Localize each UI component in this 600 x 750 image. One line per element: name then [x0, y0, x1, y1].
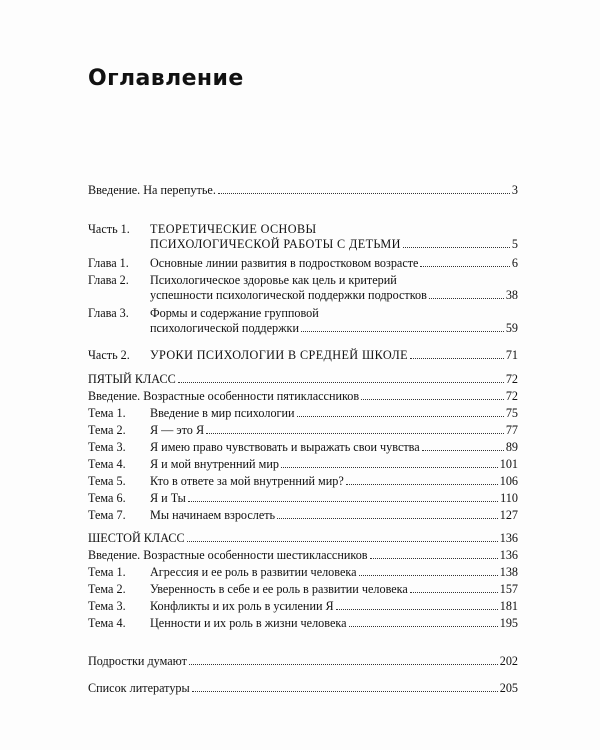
- page-number: 75: [505, 406, 518, 420]
- leader-dots: [346, 474, 498, 485]
- page-number: 72: [505, 389, 518, 403]
- page-title: Оглавление: [88, 66, 244, 91]
- page-number: 181: [499, 599, 518, 613]
- leader-dots: [301, 321, 504, 332]
- leader-dots: [403, 237, 510, 248]
- leader-dots: [429, 288, 504, 299]
- leader-dots: [187, 531, 498, 542]
- leader-dots: [410, 348, 504, 359]
- leader-dots: [361, 389, 504, 400]
- page-number: 59: [505, 321, 518, 335]
- page-number: 136: [499, 531, 518, 545]
- leader-dots: [336, 599, 498, 610]
- page-number: 5: [511, 237, 518, 251]
- page-number: 101: [499, 457, 518, 471]
- page-number: 6: [511, 256, 518, 270]
- page-number: 72: [505, 372, 518, 386]
- leader-dots: [359, 565, 498, 576]
- page-number: 127: [499, 508, 518, 522]
- page-number: 38: [505, 288, 518, 302]
- leader-dots: [206, 423, 504, 434]
- leader-dots: [218, 183, 510, 194]
- page-number: 138: [499, 565, 518, 579]
- page-number: 71: [505, 348, 518, 362]
- leader-dots: [192, 681, 498, 692]
- leader-dots: [410, 582, 498, 593]
- leader-dots: [422, 440, 504, 451]
- leader-dots: [297, 406, 504, 417]
- leader-dots: [349, 616, 498, 627]
- page-number: 195: [499, 616, 518, 630]
- leader-dots: [420, 256, 509, 267]
- leader-dots: [178, 372, 504, 383]
- leader-dots: [281, 457, 498, 468]
- page-number: 3: [511, 183, 518, 197]
- leader-dots: [370, 548, 498, 559]
- page-number: 136: [499, 548, 518, 562]
- table-of-contents: Введение. На перепутье. 3 Часть 1. ТЕОРЕТИЧЕСКИЕ ОСНОВЫ ПСИХОЛОГИЧЕСКОЙ РАБОТЫ С ДЕТЬМИ 5 Глава 1. Основные линии развития в подростковом возрасте 6 Глава 2. Психологическое здоровье как цель и критерий успешности психологической поддержки подростков 38 Глава 3. Формы и содержание групповой психологической поддержки 59 Часть 2. УРОКИ ПСИХОЛОГИИ В СРЕДНЕЙ ШКОЛЕ 71 ПЯТЫЙ КЛАСС 72 Введение. Возрастные особенности пятиклассников 72 Тема 1. Введение в мир психологии 75 Тема 2. Я — это Я 77 Тема 3. Я имею право чувствовать и выражать свои чувства 89 Тема 4. Я и мой внутренний мир 101 Тема 5. Кто в ответе за мой внутренний мир? 106 Тема 6. Я и Ты 110 Тема 7. Мы начинаем взрослеть 127 ШЕСТОЙ КЛАСС 136 Введение. Возрастные особенности шестиклассников 136 Тема 1. Агрессия и ее роль в развитии человека 138 Тема 2. Уверенность в себе и ее роль в развитии человека 157 Тема 3. Конфликты и их роль в усилении Я 181 Тема 4. Ценности и их роль в жизни человека 195 Подростки думают 202 Список литературы 205: [88, 183, 518, 695]
- leader-dots: [189, 654, 498, 665]
- page-number: 157: [499, 582, 518, 596]
- page-number: 110: [500, 491, 518, 505]
- leader-dots: [277, 508, 498, 519]
- page-number: 106: [499, 474, 518, 488]
- page-number: 89: [505, 440, 518, 454]
- page-number: 77: [505, 423, 518, 437]
- page-number: 202: [499, 654, 518, 668]
- leader-dots: [188, 491, 498, 502]
- page-number: 205: [499, 681, 518, 695]
